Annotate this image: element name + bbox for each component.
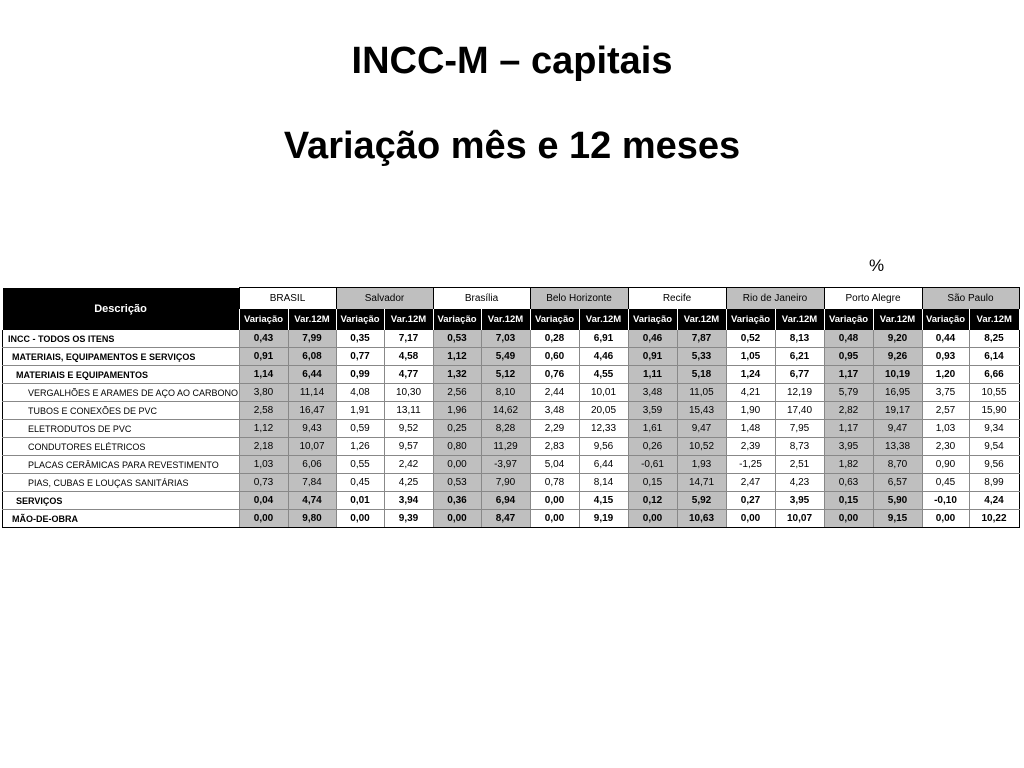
- table-cell: 19,17: [873, 402, 922, 420]
- table-cell: 2,42: [384, 456, 433, 474]
- table-cell: 0,73: [239, 474, 288, 492]
- table-cell: 1,20: [922, 366, 969, 384]
- table-cell: 0,45: [336, 474, 384, 492]
- table-cell: 0,59: [336, 420, 384, 438]
- city-header: Salvador: [336, 288, 433, 310]
- table-cell: 0,77: [336, 348, 384, 366]
- table-cell: 0,00: [922, 510, 969, 528]
- table-cell: 11,29: [481, 438, 530, 456]
- table-cell: 8,70: [873, 456, 922, 474]
- table-cell: 0,46: [628, 330, 677, 348]
- table-cell: 1,82: [824, 456, 873, 474]
- table-cell: 6,06: [288, 456, 336, 474]
- table-cell: 5,18: [677, 366, 726, 384]
- table-cell: 0,00: [530, 510, 579, 528]
- table-cell: 20,05: [579, 402, 628, 420]
- table-cell: 9,19: [579, 510, 628, 528]
- description-header: Descrição: [3, 288, 240, 331]
- table-cell: 14,62: [481, 402, 530, 420]
- table-cell: 1,17: [824, 366, 873, 384]
- table-cell: 1,17: [824, 420, 873, 438]
- table-cell: 0,00: [433, 510, 481, 528]
- table-cell: 1,05: [726, 348, 775, 366]
- table-cell: 0,00: [824, 510, 873, 528]
- table-cell: 0,01: [336, 492, 384, 510]
- table-row: [3, 438, 1020, 456]
- table-cell: 12,19: [775, 384, 824, 402]
- table-cell: 0,52: [726, 330, 775, 348]
- table-cell: 0,35: [336, 330, 384, 348]
- table-cell: 4,24: [969, 492, 1019, 510]
- table-cell: 9,57: [384, 438, 433, 456]
- table-cell: 0,04: [239, 492, 288, 510]
- table-cell: 7,87: [677, 330, 726, 348]
- table-cell: 0,00: [239, 510, 288, 528]
- var12m-header: Var.12M: [775, 309, 824, 330]
- table-cell: 3,59: [628, 402, 677, 420]
- table-cell: 2,51: [775, 456, 824, 474]
- city-header: Recife: [628, 288, 726, 310]
- table-cell: 1,24: [726, 366, 775, 384]
- row-label: ELETRODUTOS DE PVC: [3, 420, 240, 438]
- table-cell: 13,38: [873, 438, 922, 456]
- table-cell: 10,22: [969, 510, 1019, 528]
- table-cell: 6,94: [481, 492, 530, 510]
- table-row: [3, 492, 1020, 510]
- variacao-header: Variação: [433, 309, 481, 330]
- table-cell: 0,00: [726, 510, 775, 528]
- table-cell: 5,92: [677, 492, 726, 510]
- table-cell: 0,28: [530, 330, 579, 348]
- table-cell: 8,10: [481, 384, 530, 402]
- table-cell: 4,21: [726, 384, 775, 402]
- table-cell: 8,28: [481, 420, 530, 438]
- table-cell: 0,36: [433, 492, 481, 510]
- table-cell: 5,90: [873, 492, 922, 510]
- table-cell: 11,14: [288, 384, 336, 402]
- variacao-header: Variação: [530, 309, 579, 330]
- table-cell: 3,95: [824, 438, 873, 456]
- table-cell: 6,66: [969, 366, 1019, 384]
- table-cell: 6,57: [873, 474, 922, 492]
- table-cell: 6,44: [579, 456, 628, 474]
- table-cell: 6,08: [288, 348, 336, 366]
- table-cell: 4,46: [579, 348, 628, 366]
- city-header: BRASIL: [239, 288, 336, 310]
- table-cell: 0,53: [433, 474, 481, 492]
- var12m-header: Var.12M: [969, 309, 1019, 330]
- city-header: Belo Horizonte: [530, 288, 628, 310]
- table-cell: 0,45: [922, 474, 969, 492]
- table-cell: 7,90: [481, 474, 530, 492]
- table-cell: 0,25: [433, 420, 481, 438]
- table-row: [3, 384, 1020, 402]
- table-row: [3, 420, 1020, 438]
- city-header: Brasília: [433, 288, 530, 310]
- table-row: [3, 348, 1020, 366]
- table-cell: 0,00: [433, 456, 481, 474]
- table-cell: -1,25: [726, 456, 775, 474]
- table-cell: 2,83: [530, 438, 579, 456]
- table-cell: 10,52: [677, 438, 726, 456]
- table-cell: 6,91: [579, 330, 628, 348]
- table-cell: 9,52: [384, 420, 433, 438]
- table-cell: 4,15: [579, 492, 628, 510]
- table-cell: 9,26: [873, 348, 922, 366]
- table-cell: 1,48: [726, 420, 775, 438]
- table-cell: 3,48: [628, 384, 677, 402]
- table-cell: 6,44: [288, 366, 336, 384]
- table-cell: 0,12: [628, 492, 677, 510]
- table-row: [3, 474, 1020, 492]
- table-cell: 9,34: [969, 420, 1019, 438]
- table-cell: 9,20: [873, 330, 922, 348]
- table-cell: 1,12: [433, 348, 481, 366]
- table-cell: 0,95: [824, 348, 873, 366]
- table-cell: 0,76: [530, 366, 579, 384]
- table-cell: 9,15: [873, 510, 922, 528]
- table-cell: 3,95: [775, 492, 824, 510]
- table-cell: 2,30: [922, 438, 969, 456]
- table-cell: 6,77: [775, 366, 824, 384]
- var12m-header: Var.12M: [677, 309, 726, 330]
- table-cell: 9,54: [969, 438, 1019, 456]
- table-cell: 8,47: [481, 510, 530, 528]
- table-cell: 0,55: [336, 456, 384, 474]
- table-cell: 9,39: [384, 510, 433, 528]
- table-cell: 4,08: [336, 384, 384, 402]
- row-label: PLACAS CERÂMICAS PARA REVESTIMENTO: [3, 456, 240, 474]
- table-cell: 0,44: [922, 330, 969, 348]
- table-row: [3, 456, 1020, 474]
- table-cell: 1,96: [433, 402, 481, 420]
- table-cell: 4,55: [579, 366, 628, 384]
- table-cell: 10,07: [288, 438, 336, 456]
- variacao-header: Variação: [922, 309, 969, 330]
- table-cell: 0,00: [628, 510, 677, 528]
- variacao-header: Variação: [336, 309, 384, 330]
- table-cell: 3,48: [530, 402, 579, 420]
- table-cell: 0,00: [336, 510, 384, 528]
- var12m-header: Var.12M: [481, 309, 530, 330]
- table-cell: 0,27: [726, 492, 775, 510]
- row-label: SERVIÇOS: [3, 492, 240, 510]
- table-cell: 8,14: [579, 474, 628, 492]
- table-cell: 5,49: [481, 348, 530, 366]
- table-row: [3, 366, 1020, 384]
- table-cell: 11,05: [677, 384, 726, 402]
- table-cell: 6,21: [775, 348, 824, 366]
- table-cell: 0,63: [824, 474, 873, 492]
- table-cell: -0,61: [628, 456, 677, 474]
- table-cell: 5,04: [530, 456, 579, 474]
- table-cell: 2,57: [922, 402, 969, 420]
- city-header: Porto Alegre: [824, 288, 922, 310]
- table-cell: 4,74: [288, 492, 336, 510]
- table-cell: 3,75: [922, 384, 969, 402]
- table-cell: 0,80: [433, 438, 481, 456]
- table-cell: -0,10: [922, 492, 969, 510]
- city-header: Rio de Janeiro: [726, 288, 824, 310]
- table-cell: 7,99: [288, 330, 336, 348]
- table-cell: 1,90: [726, 402, 775, 420]
- table-cell: 1,91: [336, 402, 384, 420]
- table-row: [3, 510, 1020, 528]
- table-cell: 3,94: [384, 492, 433, 510]
- table-row: [3, 402, 1020, 420]
- table-cell: 0,91: [239, 348, 288, 366]
- table-cell: 0,26: [628, 438, 677, 456]
- table-cell: -3,97: [481, 456, 530, 474]
- table-cell: 5,79: [824, 384, 873, 402]
- table-cell: 0,15: [628, 474, 677, 492]
- variacao-header: Variação: [239, 309, 288, 330]
- table-cell: 9,56: [969, 456, 1019, 474]
- row-label: VERGALHÕES E ARAMES DE AÇO AO CARBONO: [3, 384, 240, 402]
- table-cell: 15,43: [677, 402, 726, 420]
- table-cell: 5,33: [677, 348, 726, 366]
- table-row: [3, 330, 1020, 348]
- table-cell: 7,84: [288, 474, 336, 492]
- table-cell: 9,47: [873, 420, 922, 438]
- table-cell: 1,61: [628, 420, 677, 438]
- row-label: TUBOS E CONEXÕES DE PVC: [3, 402, 240, 420]
- table-cell: 17,40: [775, 402, 824, 420]
- table-cell: 10,30: [384, 384, 433, 402]
- table-cell: 9,47: [677, 420, 726, 438]
- table-cell: 16,47: [288, 402, 336, 420]
- table-cell: 2,58: [239, 402, 288, 420]
- table-cell: 0,99: [336, 366, 384, 384]
- table-cell: 0,90: [922, 456, 969, 474]
- table-cell: 7,03: [481, 330, 530, 348]
- table-cell: 1,32: [433, 366, 481, 384]
- table-cell: 2,47: [726, 474, 775, 492]
- table-cell: 8,25: [969, 330, 1019, 348]
- table-cell: 1,26: [336, 438, 384, 456]
- table-cell: 3,80: [239, 384, 288, 402]
- variacao-header: Variação: [726, 309, 775, 330]
- row-label: CONDUTORES ELÉTRICOS: [3, 438, 240, 456]
- table-cell: 0,43: [239, 330, 288, 348]
- table-cell: 2,39: [726, 438, 775, 456]
- table-cell: 4,23: [775, 474, 824, 492]
- table-cell: 1,03: [922, 420, 969, 438]
- incc-table: [2, 287, 1020, 528]
- table-cell: 9,43: [288, 420, 336, 438]
- table-cell: 1,11: [628, 366, 677, 384]
- table-cell: 4,77: [384, 366, 433, 384]
- table-cell: 1,93: [677, 456, 726, 474]
- table-cell: 0,78: [530, 474, 579, 492]
- table-cell: 0,93: [922, 348, 969, 366]
- table-cell: 13,11: [384, 402, 433, 420]
- table-cell: 10,19: [873, 366, 922, 384]
- table-cell: 0,91: [628, 348, 677, 366]
- table-cell: 10,63: [677, 510, 726, 528]
- table-cell: 0,53: [433, 330, 481, 348]
- table-cell: 14,71: [677, 474, 726, 492]
- table-cell: 7,17: [384, 330, 433, 348]
- table-cell: 0,00: [530, 492, 579, 510]
- row-label: MATERIAIS E EQUIPAMENTOS: [3, 366, 240, 384]
- page-title: INCC-M – capitais: [351, 40, 673, 82]
- var12m-header: Var.12M: [288, 309, 336, 330]
- table-cell: 8,99: [969, 474, 1019, 492]
- table-cell: 0,60: [530, 348, 579, 366]
- variacao-header: Variação: [628, 309, 677, 330]
- unit-label: %: [869, 256, 885, 275]
- table-cell: 2,56: [433, 384, 481, 402]
- table-cell: 8,73: [775, 438, 824, 456]
- table-cell: 0,15: [824, 492, 873, 510]
- table-cell: 10,55: [969, 384, 1019, 402]
- table-cell: 10,01: [579, 384, 628, 402]
- city-header: São Paulo: [922, 288, 1019, 310]
- table-cell: 16,95: [873, 384, 922, 402]
- table-cell: 6,14: [969, 348, 1019, 366]
- table-cell: 2,44: [530, 384, 579, 402]
- page-subtitle: Variação mês e 12 meses: [283, 125, 741, 167]
- table-cell: 2,18: [239, 438, 288, 456]
- row-label: MATERIAIS, EQUIPAMENTOS E SERVIÇOS: [3, 348, 240, 366]
- table-cell: 2,82: [824, 402, 873, 420]
- table-cell: 7,95: [775, 420, 824, 438]
- table-cell: 15,90: [969, 402, 1019, 420]
- table-cell: 2,29: [530, 420, 579, 438]
- row-label: INCC - TODOS OS ITENS: [3, 330, 240, 348]
- table-cell: 9,80: [288, 510, 336, 528]
- table-cell: 4,58: [384, 348, 433, 366]
- var12m-header: Var.12M: [579, 309, 628, 330]
- var12m-header: Var.12M: [384, 309, 433, 330]
- table-cell: 8,13: [775, 330, 824, 348]
- table-cell: 0,48: [824, 330, 873, 348]
- table-cell: 1,12: [239, 420, 288, 438]
- table-cell: 12,33: [579, 420, 628, 438]
- variacao-header: Variação: [824, 309, 873, 330]
- table-cell: 1,14: [239, 366, 288, 384]
- table-cell: 1,03: [239, 456, 288, 474]
- row-label: MÃO-DE-OBRA: [3, 510, 240, 528]
- table-cell: 9,56: [579, 438, 628, 456]
- table-cell: 10,07: [775, 510, 824, 528]
- var12m-header: Var.12M: [873, 309, 922, 330]
- table-cell: 5,12: [481, 366, 530, 384]
- table-cell: 4,25: [384, 474, 433, 492]
- row-label: PIAS, CUBAS E LOUÇAS SANITÁRIAS: [3, 474, 240, 492]
